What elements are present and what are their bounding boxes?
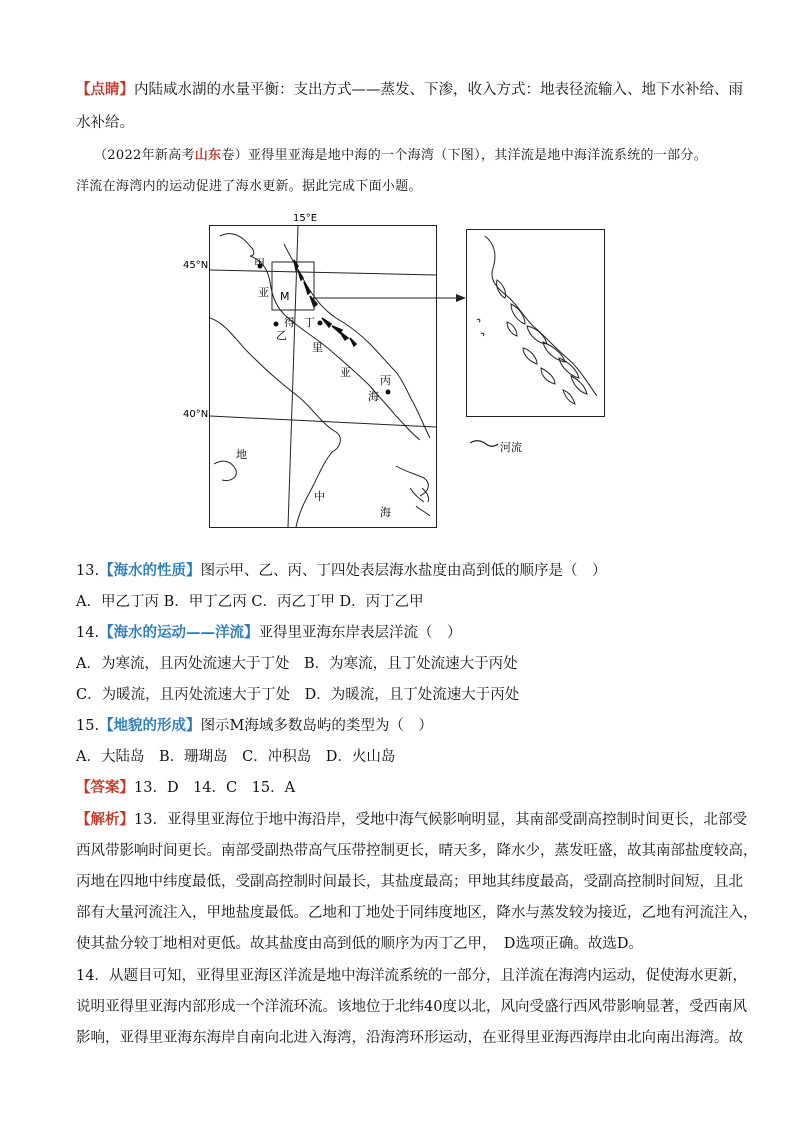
river-legend-icon [470, 441, 498, 446]
q13-stem: 图示甲、乙、丙、丁四处表层海水盐度由高到低的顺序是（ ） [200, 563, 607, 579]
intro-source-pre: （2022年新高考 [94, 148, 195, 163]
label-bing: 丙 [380, 374, 391, 387]
analysis-text-5: 使其盐分较丁地相对更低。故其盐度由高到低的顺序为丙丁乙甲， D选项正确。故选D。 [76, 936, 643, 952]
label-li: 里 [312, 341, 323, 354]
answer-text: 13．D 14．C 15．A [134, 780, 296, 796]
legend-river-label: 河流 [500, 441, 522, 454]
q14-options-text-1: A．为寒流，且丙处流速大于丁处 B．为寒流，且丁处流速大于丙处 [76, 656, 518, 672]
q14-options-1 [76, 654, 754, 674]
intro-source-province: 山东 [194, 148, 222, 163]
label-zhong: 中 [314, 490, 325, 503]
intro-text-2: 洋流在海湾内的运动促进了海水更新。据此完成下面小题。 [76, 179, 422, 194]
lon-label: 15°E [293, 213, 318, 224]
label-ya2: 亚 [340, 366, 351, 379]
question-14 [76, 623, 754, 643]
analysis-line-2 [76, 841, 758, 861]
analysis-text-2: 西风带影响时间更长。南部受副热带高气压带控制更长，晴天多，降水少，蒸发旺盛，故其南部盐度较高， [76, 843, 758, 859]
label-hai1: 海 [368, 390, 379, 403]
analysis-text-4: 部有大量河流注入，甲地盐度最低。乙地和丁地处于同纬度地区，降水与蒸发较为接近，乙地有河流注入， [76, 905, 758, 921]
q14-options-text-2: C．为暖流，且丙处流速大于丁处 D．为暖流，且丁处流速大于丙处 [76, 687, 520, 703]
q15-tag: 【地貌的形成】 [99, 717, 201, 734]
analysis-line-1 [76, 810, 754, 830]
analysis-text-8: 影响，亚得里亚海东海岸自南向北进入海湾，沿海湾环形运动，在亚得里亚海西海岸由北向南出海湾。故 [76, 1030, 743, 1046]
analysis-line-6 [76, 966, 754, 986]
answer-line [76, 778, 754, 798]
answer-tag: 【答案】 [76, 779, 134, 796]
analysis-line-4 [76, 903, 758, 923]
q14-tag: 【海水的运动——洋流】 [99, 624, 259, 641]
analysis-text-1: 13．亚得里亚海位于地中海沿岸，受地中海气候影响明显，其南部受副高控制时间更长，北部受 [134, 812, 747, 828]
question-13 [76, 561, 754, 581]
q15-options [76, 747, 754, 767]
analysis-text-7: 说明亚得里亚海内部形成一个洋流环流。该地位于北纬40度以北，风向受盛行西风带影响显著，受西南风 [76, 999, 747, 1015]
tip-tag: 【点睛】 [76, 81, 134, 98]
label-ya1: 亚 [258, 286, 269, 299]
q13-number: 13. [76, 563, 100, 579]
legend-svg [0, 0, 794, 560]
lat45-label: 45°N [183, 260, 209, 271]
tip-text-2: 水补给。 [76, 115, 134, 131]
analysis-text-3: 丙地在四地中纬度最低，受副高控制时间最长，其盐度最高；甲地其纬度最高，受副高控制时间短，且北 [76, 874, 743, 890]
label-jia: 甲 [254, 257, 265, 270]
label-ding: 丁 [304, 316, 315, 329]
q14-stem: 亚得里亚海东岸表层洋流（ ） [258, 625, 462, 641]
q15-stem: 图示M海域多数岛屿的类型为（ ） [200, 718, 433, 734]
lat40-label: 40°N [183, 409, 209, 420]
analysis-text-6: 14．从题目可知，亚得里亚海区洋流是地中海洋流系统的一部分，且洋流在海湾内运动，促使海水更新， [76, 968, 747, 984]
q14-number: 14. [76, 625, 100, 641]
label-hai2: 海 [380, 506, 391, 519]
analysis-line-8 [76, 1028, 754, 1048]
analysis-line-7 [76, 997, 754, 1017]
q13-tag: 【海水的性质】 [99, 562, 201, 579]
label-m: M [280, 290, 290, 303]
q13-options [76, 592, 754, 612]
label-yi: 乙 [276, 329, 287, 342]
intro-source-post: 卷）亚得里亚海是地中海的一个海湾（下图），其洋流是地中海洋流系统的一部分。 [221, 148, 708, 163]
q15-number: 15. [76, 718, 100, 734]
tip-text-1: 内陆咸水湖的水量平衡：支出方式——蒸发、下渗，收入方式：地表径流输入、地下水补给、雨 [134, 82, 743, 98]
analysis-line-5 [76, 934, 754, 954]
analysis-tag: 【解析】 [76, 811, 134, 828]
q14-options-2 [76, 685, 754, 705]
analysis-line-3 [76, 872, 754, 892]
question-15 [76, 716, 754, 736]
label-de: 得 [284, 316, 295, 329]
q15-options-text: A．大陆岛 B．珊瑚岛 C．冲积岛 D．火山岛 [76, 749, 396, 765]
q13-options-text: A．甲乙丁丙 B．甲丁乙丙 C．丙乙丁甲 D．丙丁乙甲 [76, 594, 424, 610]
label-di: 地 [236, 448, 247, 461]
